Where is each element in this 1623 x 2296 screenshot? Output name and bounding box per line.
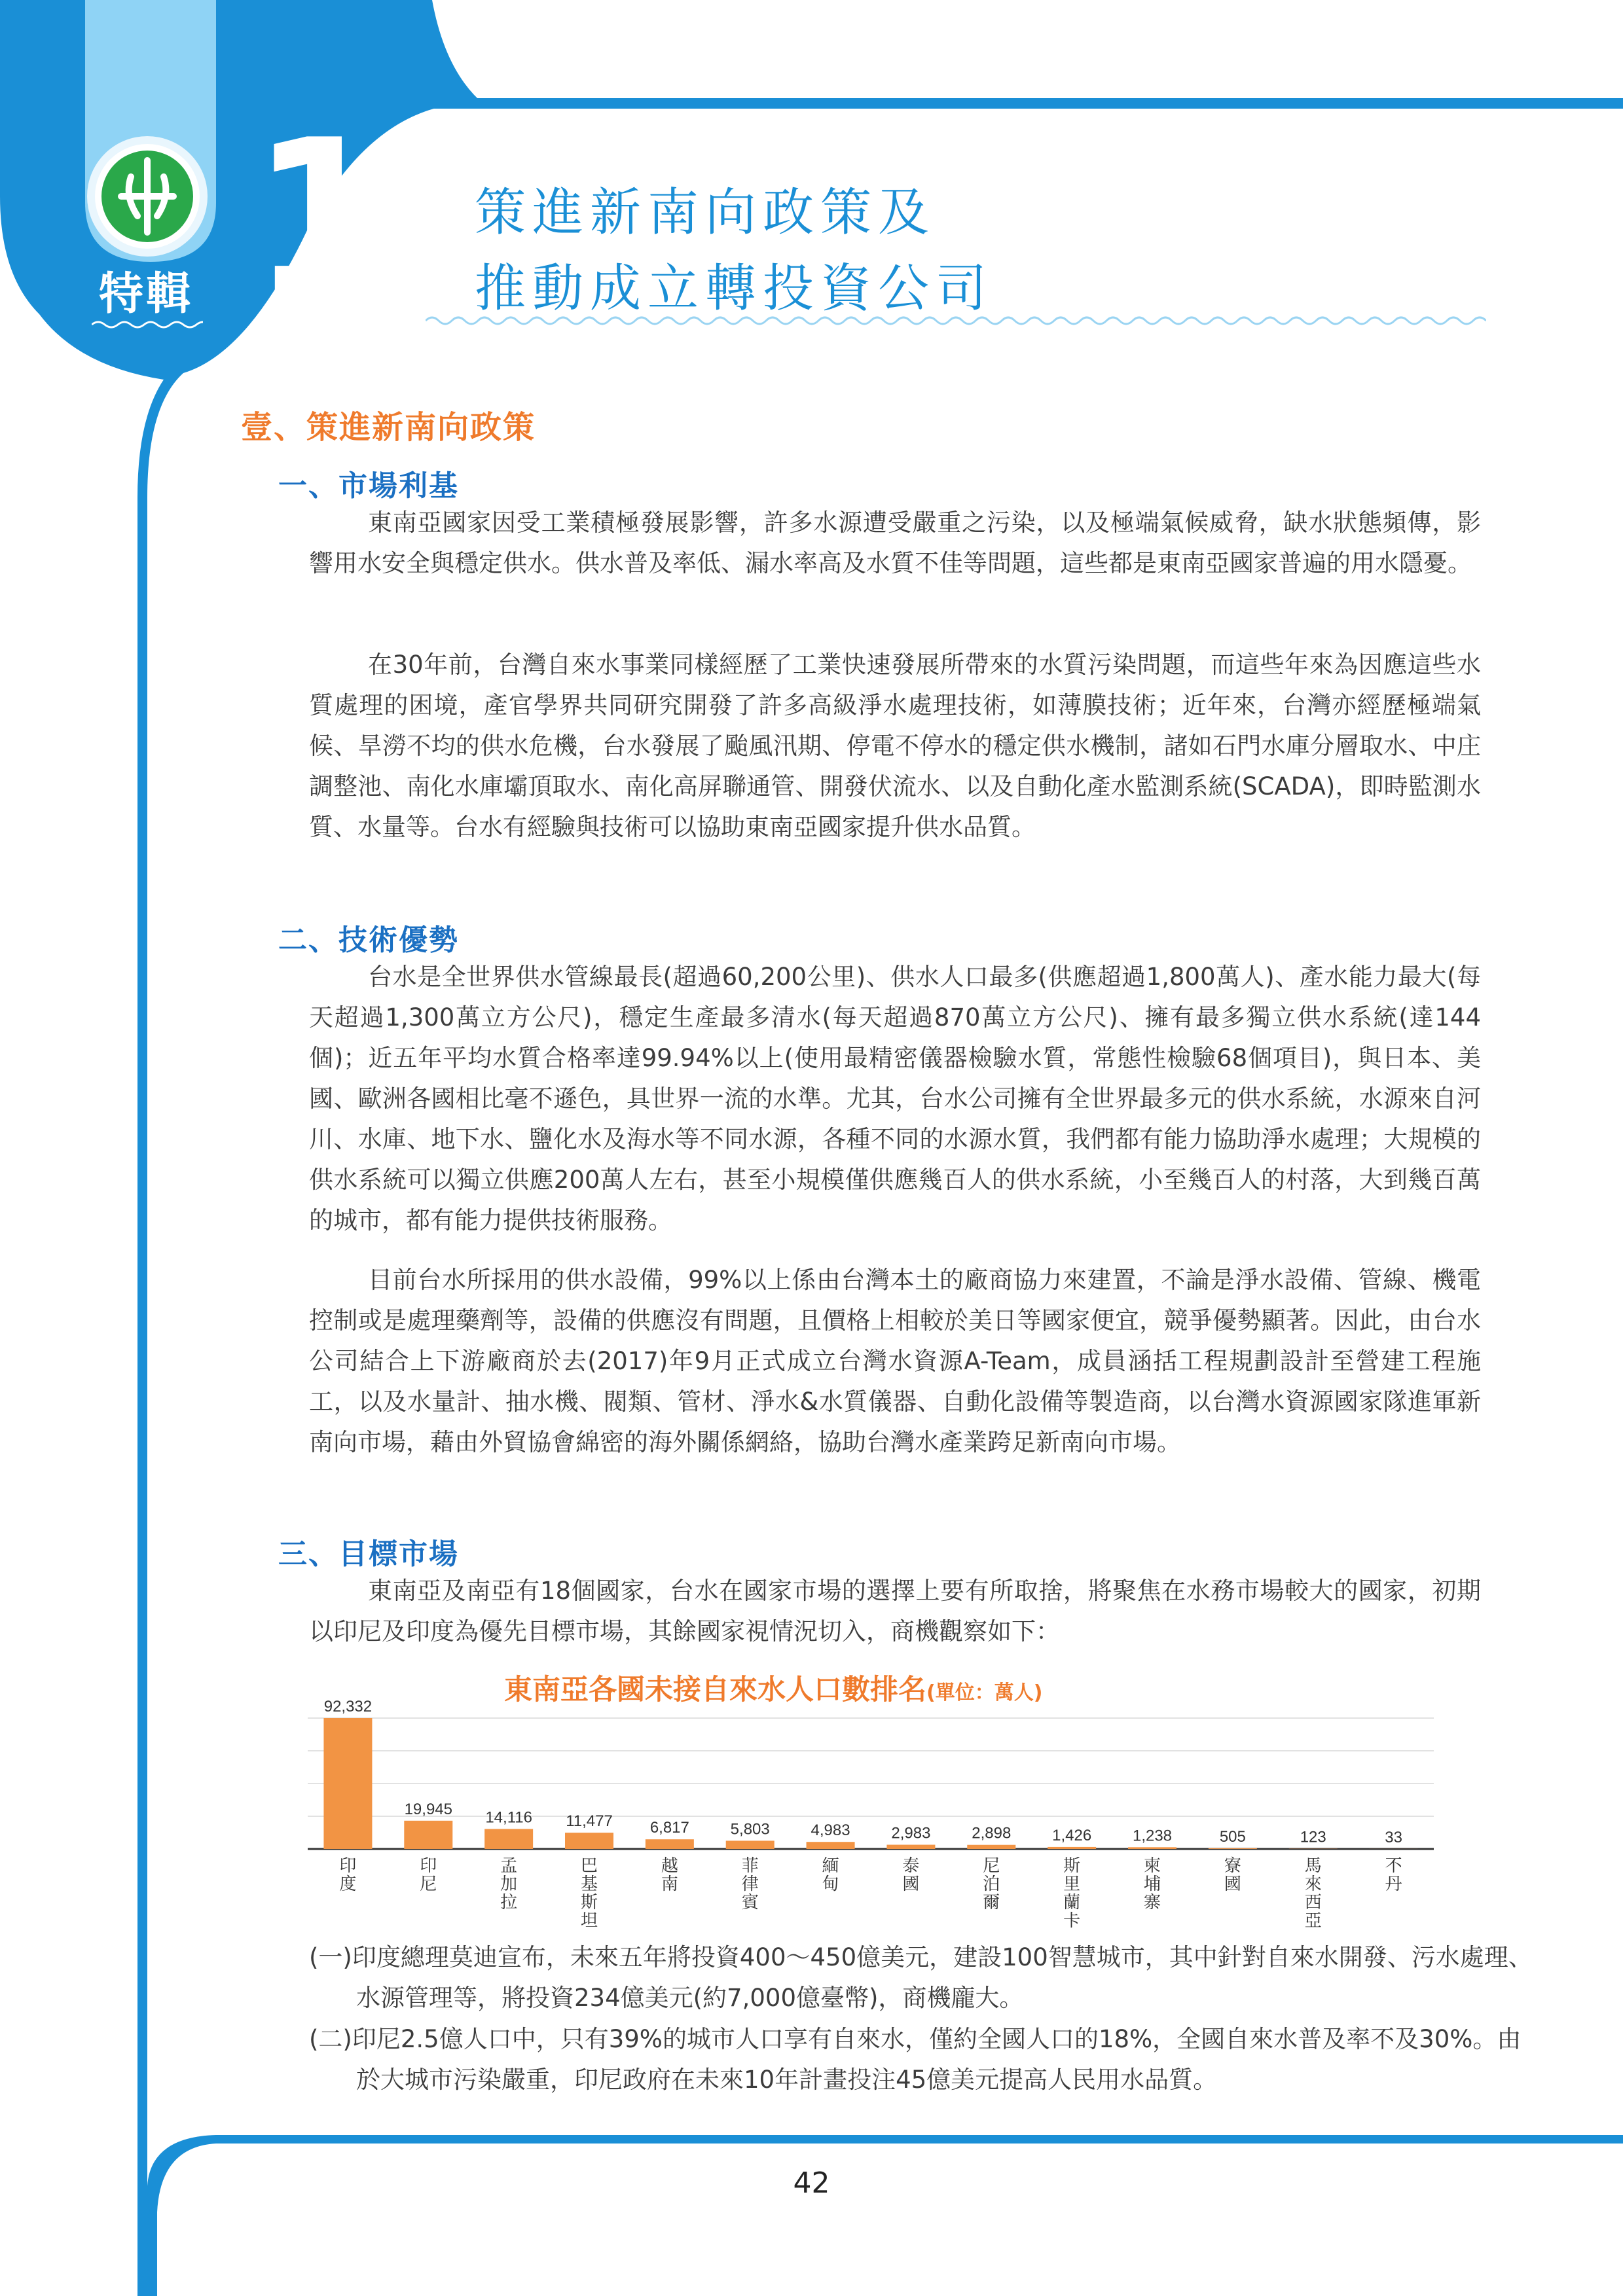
data-label: 1,238 xyxy=(1132,1827,1173,1845)
category-label: 不丹 xyxy=(1385,1856,1402,1894)
data-label: 5,803 xyxy=(730,1820,770,1839)
category-label: 柬埔寨 xyxy=(1143,1856,1161,1912)
data-label: 14,116 xyxy=(485,1808,532,1827)
category-label: 印度 xyxy=(339,1856,357,1894)
chart-title-text: 東南亞各國未接自來水人口數排名 xyxy=(504,1674,926,1706)
category-label: 越南 xyxy=(661,1856,678,1894)
bar xyxy=(646,1839,694,1849)
data-label: 6,817 xyxy=(649,1819,689,1837)
category-label: 泰國 xyxy=(902,1856,920,1894)
category-label: 印尼 xyxy=(420,1856,437,1894)
bar xyxy=(1209,1848,1257,1849)
category-label: 寮國 xyxy=(1224,1856,1241,1894)
data-label: 11,477 xyxy=(566,1812,613,1831)
bar xyxy=(484,1829,533,1849)
bar xyxy=(886,1845,935,1849)
data-label: 2,983 xyxy=(891,1824,931,1842)
data-label: 19,945 xyxy=(404,1800,452,1818)
paragraph-target-1: 東南亞及南亞有18個國家，台水在國家市場的選擇上要有所取捨，將聚焦在水務市場較大的國家，初期以印尼及印度為優先目標市場，其餘國家視情況切入，商機觀察如下： xyxy=(309,1577,1481,1645)
paragraph-tech-2: 目前台水所採用的供水設備，99%以上係由台灣本土的廠商協力來建置，不論是淨水設備、管線、機電控制或是處理藥劑等，設備的供應沒有問題，且價格上相較於美日等國家便宜，競爭優勢顯著。因此，由台水公司結合上下游廠商於去(2017)年9月正式成立台灣水資源A-Team，成員涵括工程規劃設計至營建工程施工，以及水量計、抽水機、閥類、管材、淨水&水質儀器、自動化設備等製造商，以台灣水資源國家隊進軍新南向市場，藉由外貿協會綿密的海外關係網絡，協助台灣水產業跨足新南向市場。 xyxy=(309,1266,1481,1456)
chart-unit: (單位：萬人) xyxy=(926,1681,1043,1704)
bar xyxy=(1048,1847,1096,1849)
category-label: 馬來西亞 xyxy=(1304,1856,1322,1931)
bar xyxy=(967,1845,1015,1849)
paragraph-tech-1: 台水是全世界供水管線最長(超過60,200公里)、供水人口最多(供應超過1,800萬人)、產水能力最大(每天超過1,300萬立方公尺)，穩定生產最多清水(每天超過870萬立方公尺)、擁有最多獨立供水系統(達144個)；近五年平均水質合格率達99.94%以上(使用最精密儀器檢驗水質，常態性檢驗68個項目)，與日本、美國、歐洲各國相比毫不遜色，具世界一流的水準。尤其，台水公司擁有全世界最多元的供水系統，水源來自河川、水庫、地下水、鹽化水及海水等不同水源，各種不同的水源水質，我們都有能力協助淨水處理；大規模的供水系統可以獨立供應200萬人左右，甚至小規模僅供應幾百人的供水系統，小至幾百人的村落，大到幾百萬的城市，都有能力提供技術服務。 xyxy=(309,963,1481,1234)
company-logo xyxy=(92,141,203,252)
page-title-line-1: 策進新南向政策及 xyxy=(475,183,936,242)
badge-wave-decoration xyxy=(92,319,203,330)
data-label: 92,332 xyxy=(323,1698,373,1715)
data-label: 2,898 xyxy=(972,1824,1012,1842)
section-heading: 壹、策進新南向政策 xyxy=(241,409,536,446)
subheading-tech-advantage: 二、技術優勢 xyxy=(278,924,459,957)
page-number: 42 xyxy=(793,2166,830,2200)
chapter-badge-label: 特輯 xyxy=(98,268,193,320)
category-label: 巴基斯坦 xyxy=(580,1856,598,1931)
note-indonesia: (二)印尼2.5億人口中，只有39%的城市人口享有自來水，僅約全國人口的18%，全國自來水普及率不及30%。由於大城市污染嚴重，印尼政府在未來10年計畫投注45億美元提高人民用水品質。 xyxy=(309,2025,1522,2094)
bar-chart xyxy=(282,1689,1460,1937)
category-label: 緬甸 xyxy=(822,1856,839,1894)
data-label: 123 xyxy=(1300,1828,1326,1846)
category-label: 菲律賓 xyxy=(741,1856,759,1912)
data-label: 1,426 xyxy=(1052,1826,1092,1844)
bar xyxy=(1128,1847,1176,1849)
data-label: 4,983 xyxy=(811,1821,850,1840)
title-wave-underline xyxy=(426,313,1486,329)
paragraph-market-2: 在30年前，台灣自來水事業同樣經歷了工業快速發展所帶來的水質污染問題，而這些年來為因應這些水質處理的困境，產官學界共同研究開發了許多高級淨水處理技術，如薄膜技術；近年來，台灣亦經歷極端氣候、旱澇不均的供水危機，台水發展了颱風汛期、停電不停水的穩定供水機制，諸如石門水庫分層取水、中庄調整池、南化水庫壩頂取水、南化高屏聯通管、開發伏流水、以及自動化產水監測系統(SCADA)，即時監測水質、水量等。台水有經驗與技術可以協助東南亞國家提升供水品質。 xyxy=(309,651,1481,841)
page-title-line-2: 推動成立轉投資公司 xyxy=(475,259,994,318)
category-label: 孟加拉 xyxy=(500,1856,518,1912)
bar xyxy=(565,1833,613,1849)
bar xyxy=(807,1842,855,1849)
category-label: 斯里蘭卡 xyxy=(1063,1856,1081,1931)
subheading-market-niche: 一、市場利基 xyxy=(278,469,459,503)
chapter-number: 1 xyxy=(252,94,388,345)
category-label: 尼泊爾 xyxy=(983,1856,1000,1912)
note-india: (一)印度總理莫迪宣布，未來五年將投資400～450億美元，建設100智慧城市，其中針對自來水開發、污水處理、水源管理等，將投資234億美元(約7,000億臺幣)，商機龐大。 xyxy=(309,1943,1533,2012)
bar xyxy=(726,1840,775,1849)
subheading-target-market: 三、目標市場 xyxy=(278,1537,459,1571)
bar xyxy=(404,1821,452,1849)
data-label: 33 xyxy=(1385,1828,1402,1846)
bar xyxy=(323,1718,372,1849)
paragraph-market-1: 東南亞國家因受工業積極發展影響，許多水源遭受嚴重之污染，以及極端氣候威脅，缺水狀態頻傳，影響用水安全與穩定供水。供水普及率低、漏水率高及水質不佳等問題，這些都是東南亞國家普遍的用水隱憂。 xyxy=(309,509,1481,577)
data-label: 505 xyxy=(1219,1827,1246,1846)
